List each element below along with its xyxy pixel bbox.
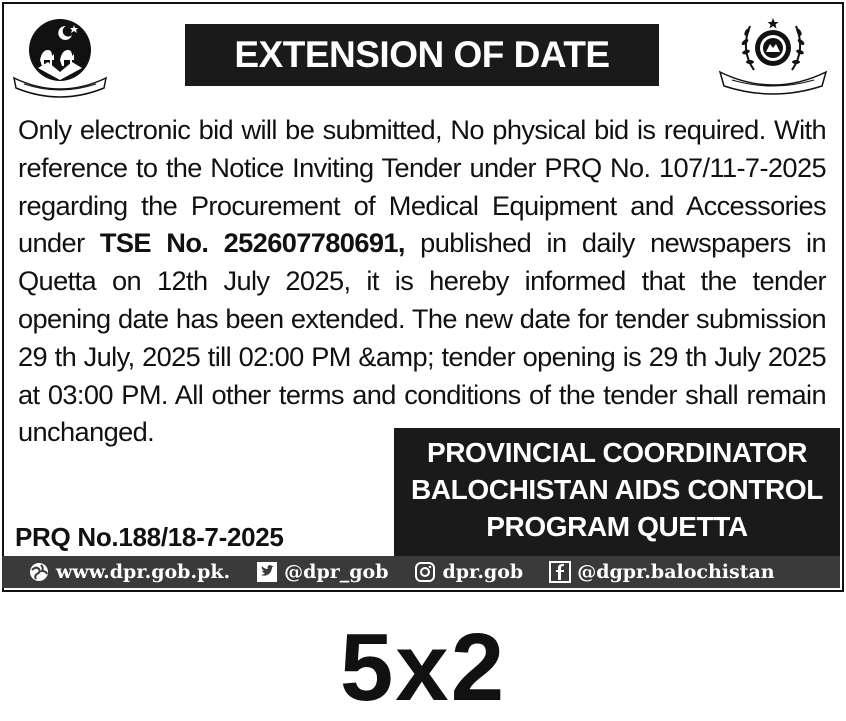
footer-instagram[interactable] [414, 561, 523, 583]
footer-facebook[interactable] [549, 561, 774, 583]
footer-website[interactable] [28, 561, 230, 583]
footer-twitter[interactable] [256, 561, 388, 583]
notice-text-part2: published in daily newspapers in Quetta on 12th July 2025, it is hereby informed that the tender opening date has been extended. The new date for tender submission 29 th July, 2025 till 02:00 PM &amp; tender opening is 29 th July 2025 at 03:00 PM. All other terms and conditions of the tender shall remain unchanged. [18, 227, 826, 448]
signatory-line-1: PROVINCIAL COORDINATOR [426, 437, 808, 468]
signatory-line-3: PROGRAM QUETTA [486, 511, 748, 542]
instagram-icon [414, 561, 436, 583]
facebook-icon [549, 561, 571, 583]
tse-number: TSE No. 252607780691, [99, 227, 405, 259]
twitter-icon [256, 561, 278, 583]
footer-bar [2, 556, 840, 588]
signatory-block [394, 428, 840, 556]
prq-reference: PRQ No.188/18-7-2025 [15, 522, 284, 552]
facebook-handle: @dgpr.balochistan [577, 561, 775, 583]
website-text: www.dpr.gob.pk. [56, 561, 231, 583]
title-banner: EXTENSION OF DATE [185, 24, 659, 86]
notice-text-part1: Only electronic bid will be submitted, No physical bid is required. With reference to the Notice Inviting Tender under PRQ No. 107/11-7-2025 regarding the Procurement of Medical Equipment and Accessories under [18, 114, 826, 259]
instagram-handle: dpr.gob [442, 561, 524, 583]
notice-body [18, 111, 826, 451]
ad-size-label: 5x2 [339, 614, 507, 721]
twitter-handle: @dpr_gob [284, 561, 389, 583]
dgpr-emblem-icon [714, 10, 832, 96]
globe-icon [28, 561, 50, 583]
signatory-line-2: BALOCHISTAN AIDS CONTROL [411, 474, 823, 505]
balochistan-emblem-icon [10, 12, 110, 98]
